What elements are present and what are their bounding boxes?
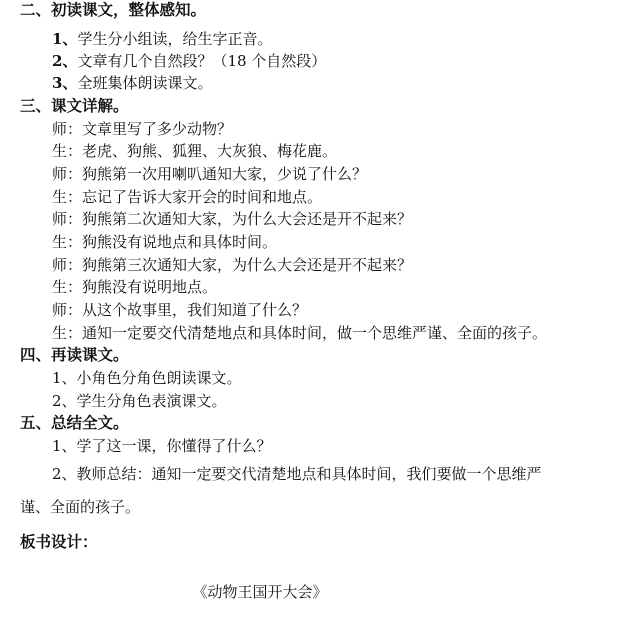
dialog-line: 师：狗熊第三次通知大家，为什么大会还是开不起来？ (52, 256, 413, 274)
board-design-heading: 板书设计： (20, 532, 98, 551)
list-item: 2、学生分角色表演课文。 (52, 392, 227, 410)
item-text: 全班集体朗读课文。 (77, 74, 213, 92)
item-number: 1、 (52, 30, 78, 48)
list-item (52, 51, 326, 71)
section-heading-3: 三、课文详解。 (20, 96, 129, 115)
dialog-line: 生：通知一定要交代清楚地点和具体时间，做一个思维严谨、全面的孩子。 (52, 324, 548, 342)
item-text: 学生分小组读，给生字正音。 (77, 30, 273, 48)
dialog-line: 生：老虎、狗熊、狐狸、大灰狼、梅花鹿。 (52, 142, 338, 160)
list-item (52, 73, 212, 93)
board-title: 《动物王国开大会》 (192, 583, 328, 601)
dialog-line: 生：狗熊没有说明地点。 (52, 278, 218, 296)
list-item (52, 29, 272, 49)
dialog-line: 师：狗熊第一次用喇叭通知大家，少说了什么？ (52, 165, 368, 183)
paragraph-continuation: 谨、全面的孩子。 (20, 498, 141, 516)
dialog-line: 生：忘记了告诉大家开会的时间和地点。 (52, 188, 323, 206)
item-text: 文章有几个自然段？（18 个自然段） (77, 52, 327, 70)
list-item: 1、学了这一课，你懂得了什么？ (52, 437, 272, 455)
dialog-line: 师：从这个故事里，我们知道了什么？ (52, 301, 308, 319)
section-heading-5: 五、总结全文。 (20, 413, 129, 432)
list-item: 2、教师总结：通知一定要交代清楚地点和具体时间，我们要做一个思维严 (52, 465, 542, 483)
section-heading-2: 二、初读课文，整体感知。 (20, 0, 207, 19)
dialog-line: 生：狗熊没有说地点和具体时间。 (52, 233, 278, 251)
dialog-line: 师：文章里写了多少动物？ (52, 120, 233, 138)
section-heading-4: 四、再读课文。 (20, 345, 129, 364)
item-number: 3、 (52, 74, 78, 92)
list-item: 1、小角色分角色朗读课文。 (52, 369, 242, 387)
dialog-line: 师：狗熊第二次通知大家，为什么大会还是开不起来？ (52, 210, 413, 228)
item-number: 2、 (52, 52, 78, 70)
